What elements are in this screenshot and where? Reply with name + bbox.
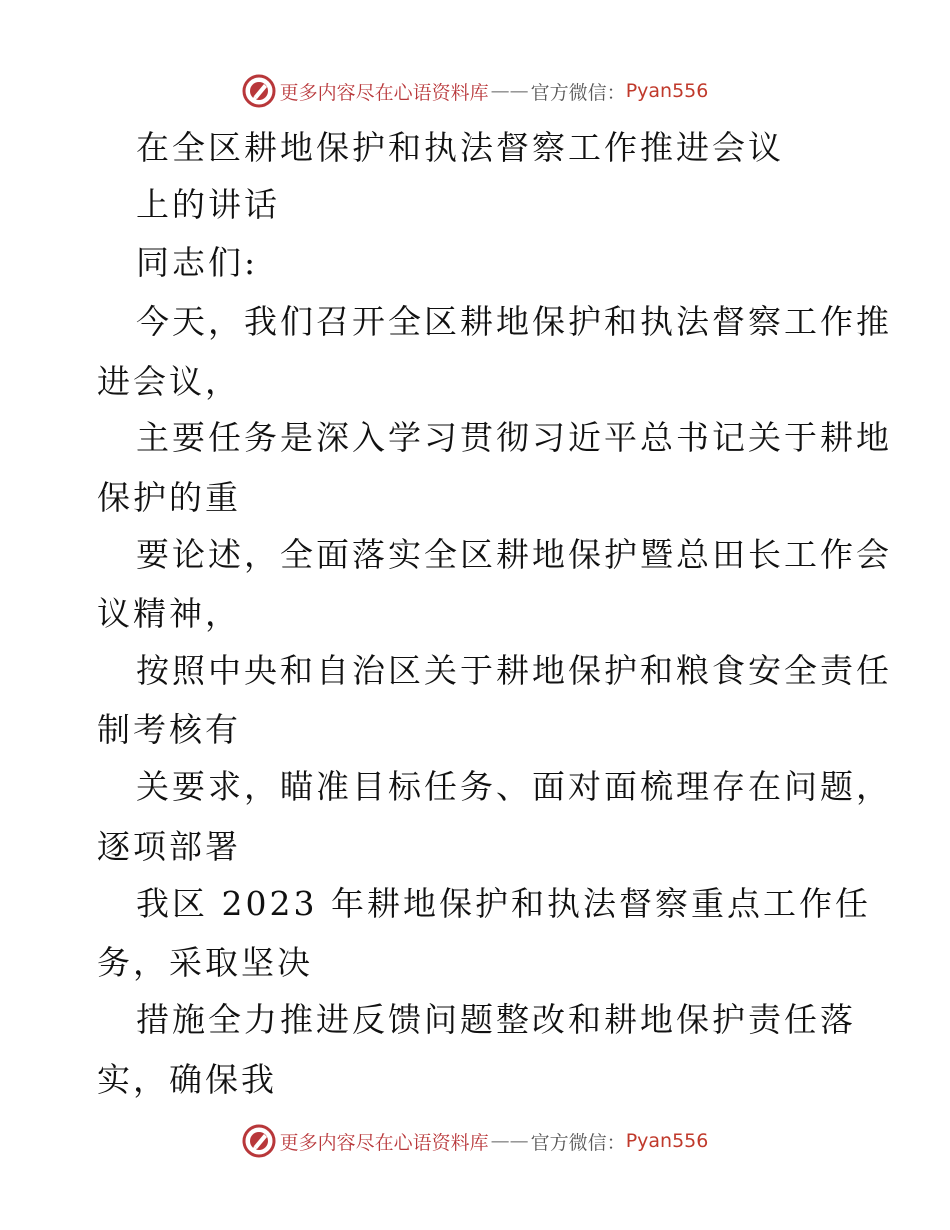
document-title-line-2: 上的讲话 bbox=[136, 185, 280, 224]
pen-seal-icon bbox=[242, 1124, 276, 1158]
banner-wechat-id: Pyan556 bbox=[625, 1130, 709, 1152]
paragraph-line: 实，确保我 bbox=[97, 1060, 277, 1099]
salutation: 同志们: bbox=[136, 243, 259, 282]
paragraph-line: 按照中央和自治区关于耕地保护和粮食安全责任 bbox=[136, 651, 892, 690]
header-banner bbox=[0, 74, 950, 108]
paragraph-line: 今天，我们召开全区耕地保护和执法督察工作推 bbox=[136, 302, 892, 341]
paragraph-line: 主要任务是深入学习贯彻习近平总书记关于耕地 bbox=[136, 418, 892, 457]
footer-banner bbox=[0, 1124, 950, 1158]
paragraph-line: 关要求，瞄准目标任务、面对面梳理存在问题， bbox=[136, 767, 892, 806]
paragraph-line: 制考核有 bbox=[97, 710, 241, 749]
paragraph-line: 议精神， bbox=[97, 594, 241, 633]
banner-separator: —— bbox=[490, 1130, 529, 1152]
paragraph-line: 要论述，全面落实全区耕地保护暨总田长工作会 bbox=[136, 535, 892, 574]
pen-seal-icon bbox=[242, 74, 276, 108]
banner-wechat-label: 官方微信： bbox=[530, 1131, 626, 1154]
banner-separator: —— bbox=[490, 80, 529, 102]
paragraph-line: 我区 2023 年耕地保护和执法督察重点工作任 bbox=[136, 884, 871, 923]
paragraph-line: 逐项部署 bbox=[97, 827, 241, 866]
banner-text: 更多内容尽在心语资料库 bbox=[279, 1131, 489, 1154]
paragraph-line: 务，采取坚决 bbox=[97, 943, 313, 982]
banner-wechat-id: Pyan556 bbox=[625, 80, 709, 102]
document-title-line-1: 在全区耕地保护和执法督察工作推进会议 bbox=[136, 128, 784, 167]
banner-text: 更多内容尽在心语资料库 bbox=[279, 81, 489, 104]
paragraph-line: 措施全力推进反馈问题整改和耕地保护责任落 bbox=[136, 1000, 856, 1039]
banner-wechat-label: 官方微信： bbox=[530, 81, 626, 104]
paragraph-line: 保护的重 bbox=[97, 478, 241, 517]
paragraph-line: 进会议， bbox=[97, 362, 241, 401]
